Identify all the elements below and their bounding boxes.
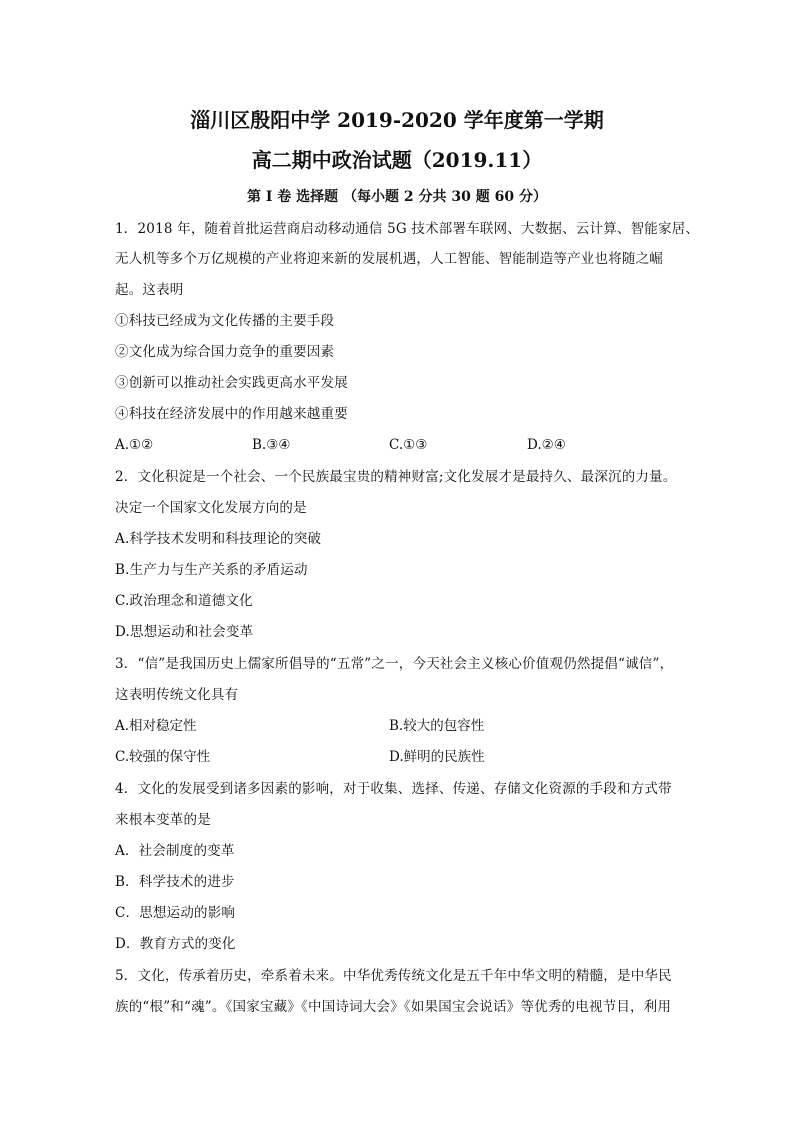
option-d: D.鲜明的民族性 [389, 749, 485, 765]
question-text-line: 4．文化的发展受到诸多因素的影响，对于收集、选择、传递、存储文化资源的手段和方式带 [115, 781, 672, 797]
question-text-line: 无人机等多个万亿规模的产业将迎来新的发展机遇，人工智能、智能制造等产业也将随之崛 [115, 251, 663, 267]
option-a: A.相对稳定性 [115, 718, 197, 734]
option-d: D.②④ [527, 437, 566, 453]
option-c: C．思想运动的影响 [115, 905, 236, 921]
exam-title: 淄川区殷阳中学 2019-2020 学年度第一学期 [190, 108, 604, 132]
question-text-line: 3．“信”是我国历史上儒家所倡导的“五常”之一，今天社会主义核心价值观仍然提倡“诚信”， [115, 656, 674, 672]
question-text-line: 2．文化积淀是一个社会、一个民族最宝贵的精神财富;文化发展才是最持久、最深沉的力量。 [115, 469, 677, 485]
question-text-line: 起。这表明 [115, 282, 184, 298]
question-text-line: 决定一个国家文化发展方向的是 [115, 500, 307, 516]
option-c: C.政治理念和道德文化 [115, 593, 253, 609]
question-text-line: 5．文化，传承着历史，牵系着未来。中华优秀传统文化是五千年中华文明的精髓，是中华民 [115, 968, 672, 984]
option-c: C.①③ [389, 437, 428, 453]
option-b: B.③④ [252, 437, 291, 453]
statement-item: ①科技已经成为文化传播的主要手段 [115, 313, 335, 329]
section-title: 第 I 卷 选择题 （每小题 2 分共 30 题 60 分） [247, 189, 547, 205]
option-b: B．科学技术的进步 [115, 874, 235, 890]
option-c: C.较强的保守性 [115, 749, 211, 765]
question-text-line: 族的“根”和“魂”。《国家宝藏》《中国诗词大会》《如果国宝会说话》等优秀的电视节目，利用 [115, 999, 672, 1015]
exam-subtitle: 高二期中政治试题（2019.11） [251, 148, 543, 172]
question-text-line: 这表明传统文化具有 [115, 687, 239, 703]
option-d: D.思想运动和社会变革 [115, 624, 254, 640]
option-a: A.①② [115, 437, 154, 453]
option-a: A.科学技术发明和科技理论的突破 [115, 531, 322, 547]
option-b: B.生产力与生产关系的矛盾运动 [115, 562, 308, 578]
statement-item: ②文化成为综合国力竞争的重要因素 [115, 344, 335, 360]
option-a: A．社会制度的变革 [115, 843, 235, 859]
option-b: B.较大的包容性 [389, 718, 485, 734]
question-text-line: 1．2018 年，随着首批运营商启动移动通信 5G 技术部署车联网、大数据、云计算、智能家居、 [115, 221, 700, 237]
statement-item: ③创新可以推动社会实践更高水平发展 [115, 375, 348, 391]
statement-item: ④科技在经济发展中的作用越来越重要 [115, 406, 348, 422]
option-d: D．教育方式的变化 [115, 936, 236, 952]
question-text-line: 来根本变革的是 [115, 812, 211, 828]
